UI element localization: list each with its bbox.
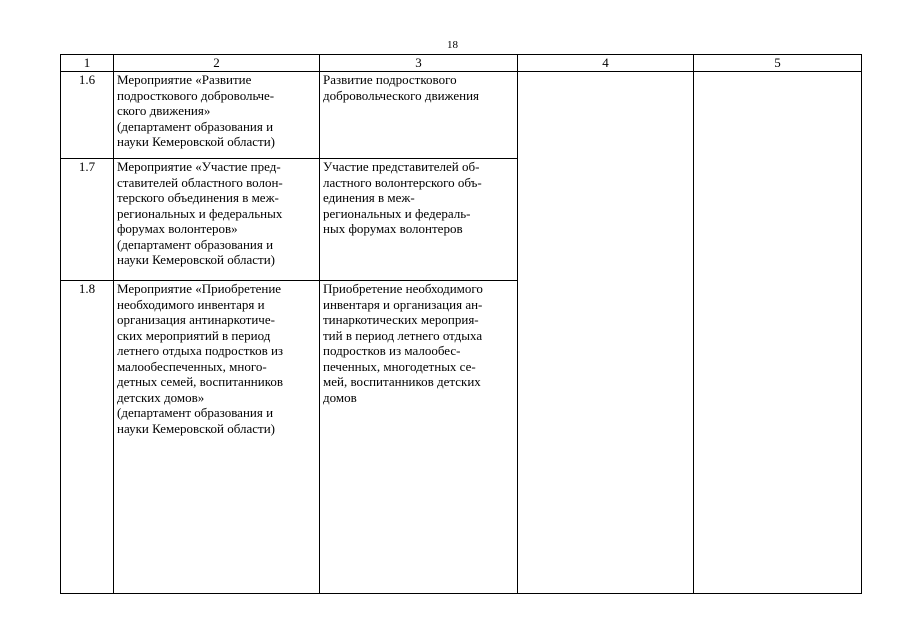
activity-cell: Мероприятие «Приобретение необходимого инвентаря и организация антинаркотиче- ских мероприятий в период летнего отдыха подростков из малообеспеченных, много- детных семей, воспитанников детских домов» (департамент образования и науки Кемеровской области) [114, 281, 320, 594]
column-header-4: 4 [518, 55, 694, 72]
row-number: 1.8 [61, 281, 114, 594]
row-number: 1.6 [61, 72, 114, 159]
table-header-row [61, 55, 862, 72]
result-cell: Развитие подросткового добровольческого движения [320, 72, 518, 159]
result-cell: Приобретение необходимого инвентаря и организация ан- тинаркотических мероприя- тий в период летнего отдыха подростков из малообес- печенных, многодетных се- мей, воспитанников детских домов [320, 281, 518, 594]
column-header-1: 1 [61, 55, 114, 72]
activity-cell: Мероприятие «Участие пред- ставителей областного волон- терского объединения в меж- региональных и федеральных форумах волонтеров» (департамент образования и науки Кемеровской области) [114, 159, 320, 281]
row-number: 1.7 [61, 159, 114, 281]
column-header-3: 3 [320, 55, 518, 72]
page-number: 18 [447, 39, 458, 51]
column-5-cell [694, 72, 862, 594]
activity-cell: Мероприятие «Развитие подросткового добровольче- ского движения» (департамент образования и науки Кемеровской области) [114, 72, 320, 159]
column-header-2: 2 [114, 55, 320, 72]
table-row [61, 72, 862, 159]
measures-table [60, 54, 862, 594]
column-header-5: 5 [694, 55, 862, 72]
result-cell: Участие представителей об- ластного волонтерского объ- единения в меж- региональных и федераль- ных форумах волонтеров [320, 159, 518, 281]
column-4-cell [518, 72, 694, 594]
